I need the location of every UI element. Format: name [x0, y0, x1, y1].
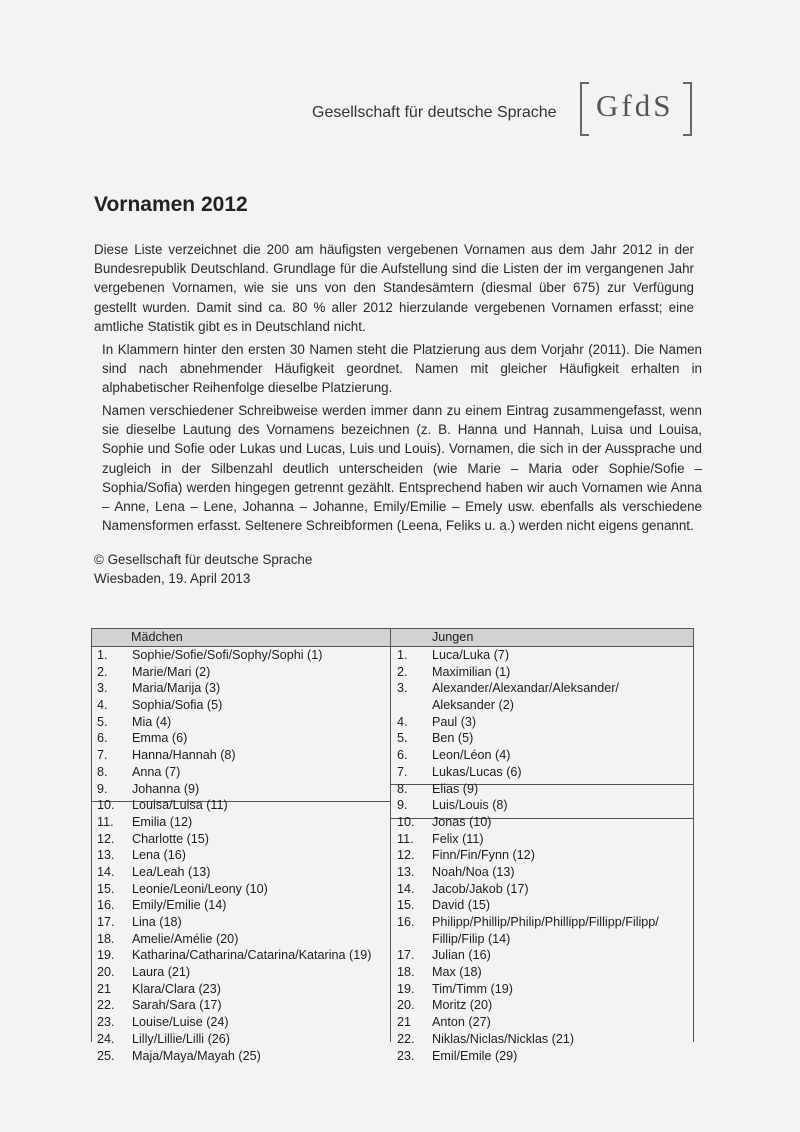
rank-number: 8. [397, 781, 408, 796]
girls-name-row [97, 897, 387, 914]
girls-name-row [97, 914, 387, 931]
logo-bracket-left [580, 82, 589, 136]
rank-number: 13. [97, 848, 115, 863]
rank-number: 12. [97, 831, 115, 846]
rank-number: 21 [97, 981, 112, 996]
rank-number: 15. [97, 881, 115, 896]
first-name: Katharina/Catharina/Catarina/Katarina (19) [132, 948, 372, 963]
first-name: Lea/Leah (13) [132, 864, 211, 879]
boys-name-row [397, 831, 689, 848]
first-name: Emma (6) [132, 731, 188, 746]
rank-number: 19. [397, 981, 415, 996]
girls-name-row [97, 847, 387, 864]
boys-name-row [397, 947, 689, 964]
first-name: Felix (11) [432, 831, 484, 846]
girls-name-row [97, 764, 387, 781]
first-name: Moritz (20) [432, 998, 493, 1013]
boys-name-row [397, 1031, 689, 1048]
boys-name-row [397, 647, 689, 664]
rank-number [397, 931, 432, 948]
first-name: Ben (5) [432, 731, 474, 746]
first-name: Hanna/Hannah (8) [132, 748, 236, 763]
rank-number: 20. [97, 965, 115, 980]
first-name: Emily/Emilie (14) [132, 898, 227, 913]
boys-name-row [397, 931, 689, 948]
girls-name-row [97, 697, 387, 714]
first-name: Paul (3) [432, 714, 477, 729]
rank-number: 23. [397, 1048, 415, 1063]
girls-name-row [97, 680, 387, 697]
rank-number: 11. [397, 831, 414, 846]
first-name: Luis/Louis (8) [432, 798, 508, 813]
rank-number: 9. [97, 781, 108, 796]
logo-bracket-right [683, 82, 692, 136]
boys-name-row [397, 847, 689, 864]
first-name: Lina (18) [132, 915, 182, 929]
rank-number: 10. [397, 814, 415, 829]
girls-name-row [97, 797, 387, 814]
first-name: Emil/Emile (29) [432, 1048, 518, 1063]
rank-number: 3. [97, 681, 108, 696]
table-border-right [693, 628, 694, 1042]
girls-name-row [97, 714, 387, 731]
first-name: Leon/Léon (4) [432, 748, 511, 763]
rank-number: 19. [97, 948, 115, 963]
table-border-left [91, 628, 92, 1042]
document-title: Vornamen 2012 [94, 193, 248, 216]
first-name: Finn/Fin/Fynn (12) [432, 848, 535, 863]
first-name: Sarah/Sara (17) [132, 998, 222, 1013]
table-header-row [91, 628, 694, 647]
rank-number: 8. [97, 764, 108, 779]
rank-number: 7. [397, 764, 408, 779]
first-name: Amelie/Amélie (20) [132, 931, 239, 946]
girls-name-row [97, 931, 387, 948]
boys-name-row [397, 1014, 689, 1031]
boys-name-row [397, 864, 689, 881]
rank-number: 23. [97, 1015, 115, 1030]
girls-name-row [97, 781, 387, 798]
boys-name-row [397, 881, 689, 898]
boys-name-row [397, 781, 689, 798]
rank-number: 6. [397, 748, 408, 763]
girls-name-row [97, 747, 387, 764]
girls-name-row [97, 964, 387, 981]
rank-number: 12. [397, 848, 415, 863]
rank-number: 22. [397, 1031, 415, 1046]
rank-number: 17. [97, 915, 115, 929]
girls-name-row [97, 1031, 387, 1048]
boys-list [397, 647, 689, 1064]
first-name: Noah/Noa (13) [432, 864, 515, 879]
rank-number: 5. [97, 714, 108, 729]
first-name: Elias (9) [432, 781, 479, 796]
rank-number: 10. [97, 798, 115, 813]
boys-name-row [397, 914, 689, 931]
rank-number: 15. [397, 898, 415, 913]
girls-column-header: Mädchen [131, 630, 183, 644]
first-name: Aleksander (2) [432, 698, 514, 713]
rank-number: 9. [397, 798, 408, 813]
first-name: Tim/Timm (19) [432, 981, 513, 996]
first-name: Laura (21) [132, 965, 191, 980]
boys-name-row [397, 797, 689, 814]
girls-list [97, 647, 387, 1064]
rank-number: 16. [397, 915, 415, 929]
boys-name-row [397, 714, 689, 731]
first-name: Lukas/Lucas (6) [432, 764, 522, 779]
girls-name-row [97, 881, 387, 898]
first-name: Lena (16) [132, 848, 186, 863]
spelling-paragraph: Namen verschiedener Schreibweise werden immer dann zu einem Eintrag zusammengefasst, wenn sie dieselbe Lautung des Vornamens bezeichnen (z. B. Hanna und Hannah, Luisa und Louisa, Sophie und Sofie oder Lukas und Lucas, Luis und Louis). Vornamen, die sich in der Aussprache und zugleich in der Silbenzahl deutlich unterscheiden (wie Marie – Maria oder Sophie/Sofie – Sophia/Sofia) werden hingegen getrennt gezählt. Entsprechend haben wir auch Vornamen wie Anna – Anne, Lena – Lene, Johanna – Johanne, Emily/Emilie – Emely usw. ebenfalls als verschiedene Namensformen erfasst. Seltenere Schreibformen (Leena, Feliks u. a.) werden nicht eigens genannt. [102, 403, 702, 534]
rank-number: 6. [97, 731, 108, 746]
rank-number: 2. [97, 664, 108, 679]
girls-name-row [97, 1048, 387, 1065]
first-name: Maria/Marija (3) [132, 681, 221, 696]
first-name: Sophia/Sofia (5) [132, 698, 223, 713]
first-name: Anton (27) [432, 1015, 491, 1030]
boys-name-row [397, 730, 689, 747]
place-date-line: Wiesbaden, 19. April 2013 [94, 571, 251, 586]
boys-column-header: Jungen [432, 630, 474, 644]
boys-name-row [397, 680, 689, 697]
first-name: Luca/Luka (7) [432, 648, 510, 662]
first-name: Philipp/Phillip/Philip/Phillipp/Fillipp/Filipp/ [432, 915, 659, 929]
girls-name-row [97, 981, 387, 998]
first-name: Louisa/Luisa (11) [132, 798, 228, 813]
rank-number: 16. [97, 898, 115, 913]
copyright-line: © Gesellschaft für deutsche Sprache [94, 552, 313, 567]
first-name: Alexander/Alexandar/Aleksander/ [432, 681, 619, 696]
rank-number: 3. [397, 681, 408, 696]
rank-number: 4. [397, 714, 408, 729]
first-name: Jonas (10) [432, 814, 492, 829]
first-name: Johanna (9) [132, 781, 200, 796]
rank-number: 1. [397, 648, 408, 662]
rank-number: 18. [397, 965, 415, 980]
first-name: Jacob/Jakob (17) [432, 881, 529, 896]
first-name: Max (18) [432, 965, 482, 980]
ranking-paragraph: In Klammern hinter den ersten 30 Namen steht die Platzierung aus dem Vorjahr (2011). Die Namen sind nach abnehmender Häufigkeit geordnet. Namen mit gleicher Häufigkeit erhalten in alphabetischer Reihenfolge dieselbe Platzierung. [102, 342, 702, 396]
organization-name: Gesellschaft für deutsche Sprache [312, 104, 557, 121]
boys-name-row [397, 814, 689, 831]
rank-number: 14. [97, 864, 115, 879]
boys-name-row [397, 897, 689, 914]
first-name: Klara/Clara (23) [132, 981, 221, 996]
rank-number: 1. [97, 648, 108, 662]
girls-name-row [97, 730, 387, 747]
intro-paragraph: Diese Liste verzeichnet die 200 am häufigsten vergebenen Vornamen aus dem Jahr 2012 in der Bundesrepublik Deutschland. Grundlage für die Aufstellung sind die Listen der im vergangenen Jahr vergebenen Vornamen, wie sie uns von den Standesämtern (diesmal über 675) zur Verfügung gestellt wurden. Damit sind ca. 80 % aller 2012 hierzulande vergebenen Vornamen erfasst; eine amtliche Statistik gibt es in Deutschland nicht. [94, 242, 694, 334]
girls-name-row [97, 1014, 387, 1031]
first-name: Sophie/Sofie/Sofi/Sophy/Sophi (1) [132, 648, 323, 662]
rank-number: 25. [97, 1048, 115, 1063]
rank-number: 7. [97, 748, 108, 763]
boys-name-row [397, 981, 689, 998]
first-name: Leonie/Leoni/Leony (10) [132, 881, 268, 896]
gfds-logo [580, 82, 692, 134]
boys-name-row [397, 747, 689, 764]
first-name: Emilia (12) [132, 814, 193, 829]
rank-number: 2. [397, 664, 408, 679]
rank-number: 11. [97, 814, 114, 829]
first-name: Lilly/Lillie/Lilli (26) [132, 1031, 230, 1046]
boys-name-row [397, 997, 689, 1014]
girls-name-row [97, 814, 387, 831]
girls-name-row [97, 647, 387, 664]
rank-number: 20. [397, 998, 415, 1013]
girls-name-row [97, 947, 387, 964]
first-name: David (15) [432, 898, 491, 913]
first-name: Mia (4) [132, 714, 172, 729]
rank-number: 14. [397, 881, 415, 896]
rank-number: 4. [97, 698, 108, 713]
first-name: Maja/Maya/Mayah (25) [132, 1048, 261, 1063]
girls-name-row [97, 997, 387, 1014]
rank-number: 24. [97, 1031, 115, 1046]
first-name: Niklas/Niclas/Nicklas (21) [432, 1031, 575, 1046]
names-table [91, 628, 694, 1063]
first-name: Marie/Mari (2) [132, 664, 211, 679]
rank-number: 5. [397, 731, 408, 746]
rank-number: 22. [97, 998, 115, 1013]
girls-name-row [97, 664, 387, 681]
first-name: Fillip/Filip (14) [432, 931, 511, 946]
table-divider-middle [390, 628, 391, 1042]
rank-number: 18. [97, 931, 115, 946]
boys-name-row [397, 1048, 689, 1065]
rank-number [397, 697, 432, 714]
first-name: Charlotte (15) [132, 831, 209, 846]
first-name: Julian (16) [432, 948, 491, 963]
first-name: Louise/Luise (24) [132, 1015, 229, 1030]
first-name: Anna (7) [132, 764, 181, 779]
boys-name-row [397, 664, 689, 681]
logo-text: GfdS [596, 88, 674, 123]
rank-number: 17. [397, 948, 415, 963]
first-name: Maximilian (1) [432, 664, 511, 679]
rank-number: 21 [397, 1015, 412, 1030]
boys-name-row [397, 764, 689, 781]
boys-name-row [397, 964, 689, 981]
boys-name-row [397, 697, 689, 714]
rank-number: 13. [397, 864, 415, 879]
girls-name-row [97, 831, 387, 848]
girls-name-row [97, 864, 387, 881]
